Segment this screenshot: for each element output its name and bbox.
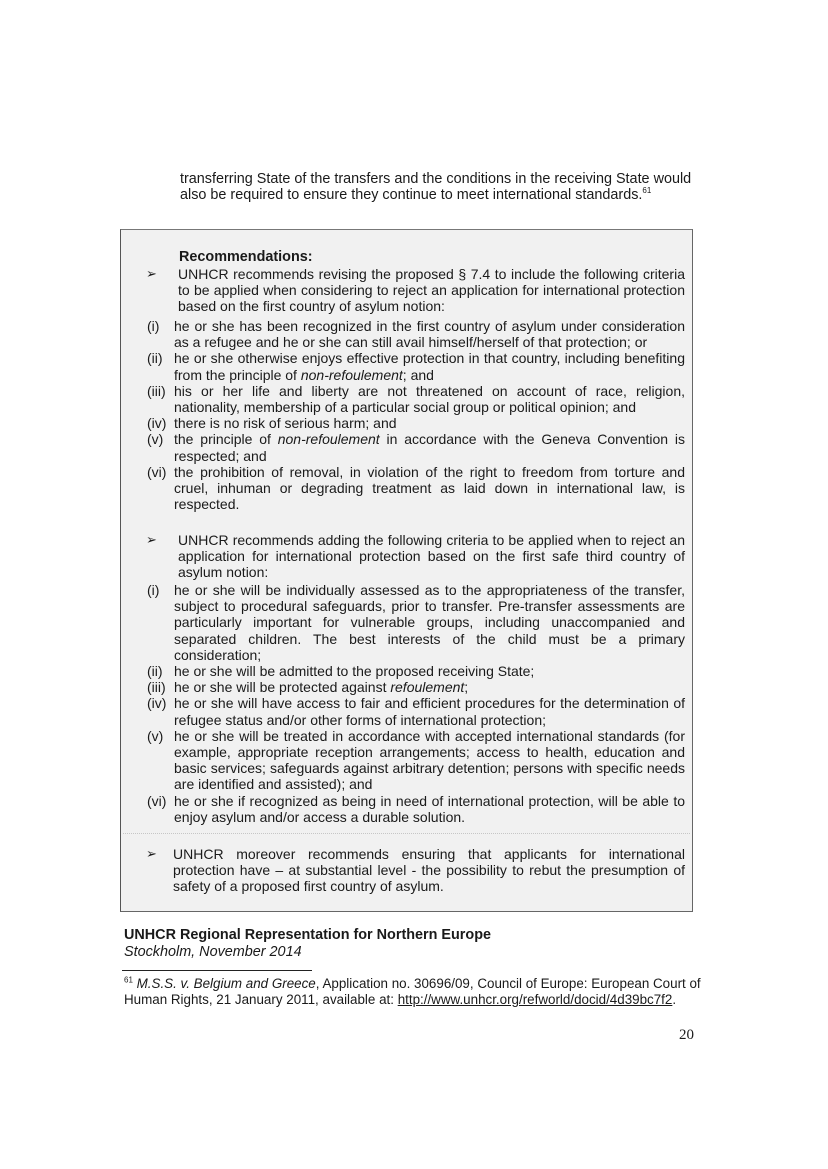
arrow-bullet-icon: ➢ [146, 532, 157, 547]
recommendations-heading: Recommendations: [179, 249, 313, 265]
list-item: (v) he or she will be treated in accordance with accepted international standards (for example, appropriate reception arrangements; access to health, education and basic services; safeguards against arbitrary detention; persons with specific needs are identified and assisted); and [147, 727, 685, 793]
footnote-divider [122, 970, 312, 971]
footnote-link[interactable]: http://www.unhcr.org/refworld/docid/4d39bc7f2 [397, 992, 673, 1007]
footnote-text: , Application no. 30696/09, Council of Europe: European Court of Human Rights, 21 January 2011, available at: [124, 976, 701, 1007]
signature-date: Stockholm, November 2014 [124, 944, 302, 960]
list-item: (i) he or she has been recognized in the first country of asylum under consideration as a refugee and he or she can still avail himself/herself of that protection; or [147, 318, 685, 351]
list-item: (v) the principle of non-refoulement in accordance with the Geneva Convention is respected; and [147, 431, 685, 464]
divider [123, 833, 690, 834]
rec2-text: UNHCR recommends adding the following criteria to be applied when to reject an application for international protection based on the first safe third country of asylum notion: [178, 532, 685, 581]
list-item: (ii) he or she will be admitted to the proposed receiving State; [147, 663, 535, 680]
list-item: (vi) the prohibition of removal, in violation of the right to freedom from torture and cruel, inhuman or degrading treatment as laid down in international law, is respected. [147, 463, 685, 513]
signature-org: UNHCR Regional Representation for Northern Europe [124, 927, 491, 943]
list-item: (i) he or she will be individually assessed as to the appropriateness of the transfer, subject to procedural safeguards, prior to transfer. Pre-transfer assessments are particularly important for vulnerable groups, including unaccompanied and separated children. The best interests of the child must be a primary consideration; [147, 582, 685, 663]
rec2-criteria-list [147, 582, 685, 825]
footnote-case: M.S.S. v. Belgium and Greece [136, 976, 316, 991]
intro-paragraph [180, 171, 695, 203]
list-item: (iii) his or her life and liberty are not threatened on account of race, religion, nationality, membership of a particular social group or political opinion; and [147, 382, 685, 416]
list-item: (iv) there is no risk of serious harm; and [147, 415, 397, 432]
signature-block [124, 927, 491, 961]
arrow-bullet-icon: ➢ [146, 846, 157, 861]
footnote-number: 61 [124, 975, 133, 985]
page-number: 20 [679, 1027, 694, 1043]
footnote: $^{61}$ M.S.S. v. Belgium and Greece, Application no. 30696/09, Council of Europe: European Court of Human Rights, 21 January 2011, available at: http://www.unhcr.org/refworld/docid/4d39bc7f2. [124, 975, 701, 1007]
list-item: (vi) he or she if recognized as being in need of international protection, will be able to enjoy asylum and/or access a durable solution. [147, 792, 685, 825]
list-item: (iv) he or she will have access to fair and efficient procedures for the determination of refugee status and/or other forms of international protection; [147, 695, 685, 728]
list-item: (ii) he or she otherwise enjoys effective protection in that country, including benefiting from the principle of non-refoulement; and [147, 350, 685, 383]
rec1-text: UNHCR recommends revising the proposed § 7.4 to include the following criteria to be applied when considering to reject an application for international protection based on the first country of asylum notion: [178, 266, 685, 315]
footnote-ref: 61 [642, 186, 652, 196]
arrow-bullet-icon: ➢ [146, 266, 157, 281]
rec1-criteria-list [147, 318, 685, 512]
intro-text: transferring State of the transfers and the conditions in the receiving State would also be required to ensure they continue to meet international standards. [180, 171, 692, 203]
rec3-text: UNHCR moreover recommends ensuring that applicants for international protection have – at substantial level - the possibility to rebut the presumption of safety of a proposed first country of asylum. [173, 846, 685, 895]
list-item: (iii) he or she will be protected against refoulement; [147, 679, 469, 696]
recommendations-box [120, 229, 693, 912]
